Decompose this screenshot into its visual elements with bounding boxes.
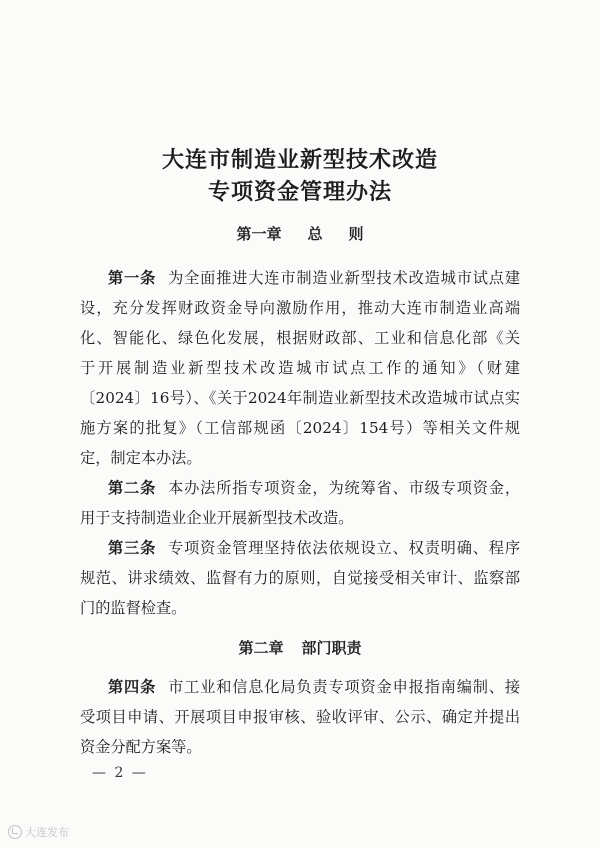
article-1-line-4: 于开展制造业新型技术改造城市试点工作的通知》（财建	[80, 359, 520, 377]
article-3-line-1: 第三条 专项资金管理坚持依法依规设立、权责明确、程序	[108, 539, 521, 557]
article-4-line-2: 受项目申请、开展项目申报审核、验收评审、公示、确定并提出	[80, 708, 520, 726]
article-3-label: 第三条	[108, 539, 157, 557]
chapter-2-title: 部门职责	[301, 639, 362, 657]
chapter-1-heading	[0, 223, 600, 244]
article-1-line-7: 定，制定本办法。	[80, 449, 202, 467]
article-2-label: 第二条	[108, 479, 157, 497]
article-3-line-2: 规范、讲求绩效、监督有力的原则，自觉接受相关审计、监察部	[80, 569, 520, 587]
article-1-line-5: 〔2024〕16号）、《关于2024年制造业新型技术改造城市试点实	[80, 389, 520, 407]
chapter-1-number: 第一章	[236, 225, 282, 243]
watermark-text: 大连发布	[25, 826, 69, 839]
article-1-line-2: 设，充分发挥财政资金导向激励作用，推动大连市制造业高端	[80, 299, 520, 317]
article-1-line-6: 施方案的批复》（工信部规函〔2024〕154号）等相关文件规	[80, 419, 520, 437]
document-title-line1: 大连市制造业新型技术改造	[161, 147, 438, 173]
article-1-line-3: 化、智能化、绿色化发展，根据财政部、工业和信息化部《关	[80, 329, 520, 347]
watermark-logo-icon	[8, 825, 22, 839]
page-number: — 2 —	[92, 765, 148, 781]
article-2-line-1: 第二条 本办法所指专项资金，为统筹省、市级专项资金，	[108, 479, 521, 497]
chapter-2-heading	[0, 637, 600, 658]
chapter-2-number: 第二章	[238, 639, 284, 657]
article-1-line-1: 第一条 为全面推进大连市制造业新型技术改造城市试点建	[108, 269, 521, 287]
article-4-label: 第四条	[108, 678, 157, 696]
watermark	[8, 824, 69, 840]
article-2-line-2: 用于支持制造业企业开展新型技术改造。	[80, 509, 354, 527]
article-4-line-3: 资金分配方案等。	[80, 738, 202, 756]
article-1-label: 第一条	[108, 269, 157, 287]
chapter-1-title-a: 总	[307, 225, 323, 243]
chapter-1-title-b: 则	[348, 225, 364, 243]
article-3-line-3: 门的监督检查。	[80, 599, 187, 617]
document-title-line2: 专项资金管理办法	[207, 179, 392, 205]
article-4-line-1: 第四条 市工业和信息化局负责专项资金申报指南编制、接	[108, 678, 521, 696]
